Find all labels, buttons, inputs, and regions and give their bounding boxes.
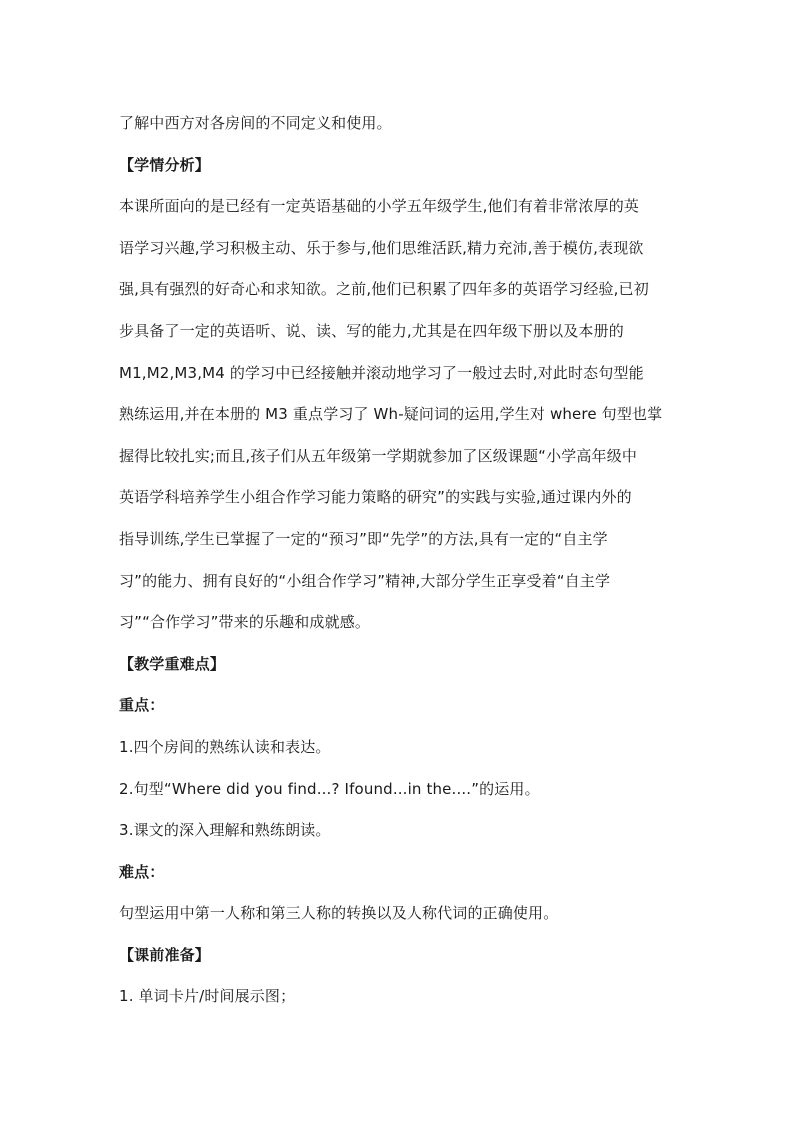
subheading-key-points: 重点：: [119, 696, 165, 715]
paragraph-line: 语学习兴趣,学习积极主动、乐于参与,他们思维活跃,精力充沛,善于模仿,表现欲: [119, 238, 644, 257]
paragraph-line: 熟练运用,并在本册的 M3 重点学习了 Wh-疑问词的运用,学生对 where 句型也掌: [119, 405, 663, 424]
list-item: 1. 单词卡片/时间展示图；: [119, 987, 296, 1006]
section-heading-key-difficult-points: 【教学重难点】: [119, 654, 226, 673]
paragraph-line: 本课所面向的是已经有一定英语基础的小学五年级学生,他们有着非常浓厚的英: [119, 197, 640, 216]
section-heading-preparation: 【课前准备】: [119, 945, 210, 964]
paragraph-line: 步具备了一定的英语听、说、读、写的能力,尤其是在四年级下册以及本册的: [119, 321, 624, 340]
paragraph-line: 习”的能力、拥有良好的“小组合作学习”精神,大部分学生正享受着“自主学: [119, 571, 611, 590]
subheading-difficult-points: 难点：: [119, 862, 165, 881]
document-body: [119, 103, 679, 1018]
list-item: 3.课文的深入理解和熟练朗读。: [119, 821, 331, 840]
paragraph-line: 指导训练,学生已掌握了一定的“预习”即“先学”的方法,具有一定的“自主学: [119, 529, 608, 548]
paragraph-line: 握得比较扎实;而且,孩子们从五年级第一学期就参加了区级课题“小学高年级中: [119, 446, 637, 465]
paragraph-line: 英语学科培养学生小组合作学习能力策略的研究”的实践与实验,通过课内外的: [119, 488, 632, 507]
paragraph-line: 句型运用中第一人称和第三人称的转换以及人称代词的正确使用。: [119, 904, 559, 923]
section-heading-learner-analysis: 【学情分析】: [119, 155, 210, 174]
paragraph-line: M1,M2,M3,M4 的学习中已经接触并滚动地学习了一般过去时,对此时态句型能: [119, 363, 644, 382]
list-item: 2.句型“Where did you find...? Ifound...in the....”的运用。: [119, 779, 540, 798]
paragraph-line: 习”“合作学习”带来的乐趣和成就感。: [119, 613, 371, 632]
paragraph-line: 强,具有强烈的好奇心和求知欲。之前,他们已积累了四年多的英语学习经验,已初: [119, 280, 649, 299]
list-item: 1.四个房间的熟练认读和表达。: [119, 737, 331, 756]
paragraph-line: 了解中西方对各房间的不同定义和使用。: [119, 114, 392, 132]
